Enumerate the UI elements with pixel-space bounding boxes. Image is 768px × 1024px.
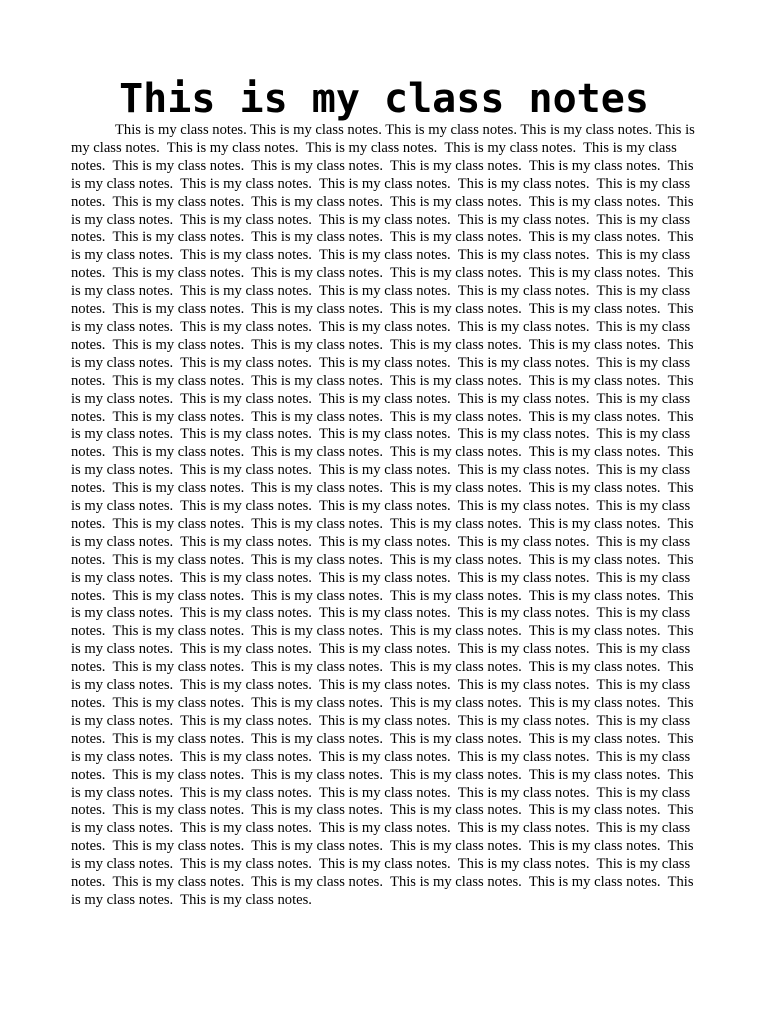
- document-body-paragraph: This is my class notes. This is my class notes. This is my class notes. This is my class notes. This is my class notes. This is my class notes. This is my class notes. This is my class notes. This is my class notes. This is my class notes. This is my class notes. This is my class notes. This is my class notes. This is my class notes. This is my class notes. This is my class notes. This is my class notes. This is my class notes. This is my class notes. This is my class notes. This is my class notes. This is my class notes. This is my class notes. This is my class notes. This is my class notes. This is my class notes. This is my class notes. This is my class notes. This is my class notes. This is my class notes. This is my class notes. This is my class notes. This is my class notes. This is my class notes. This is my class notes. This is my class notes. This is my class notes. This is my class notes. This is my class notes. This is my class notes. This is my class notes. This is my class notes. This is my class notes. This is my class notes. This is my class notes. This is my class notes. This is my class notes. This is my class notes. This is my class notes. This is my class notes. This is my class notes. This is my class notes. This is my class notes. This is my class notes. This is my class notes. This is my class notes. This is my class notes. This is my class notes. This is my class notes. This is my class notes. This is my class notes. This is my class notes. This is my class notes. This is my class notes. This is my class notes. This is my class notes. This is my class notes. This is my class notes. This is my class notes. This is my class notes. This is my class notes. This is my class notes. This is my class notes. This is my class notes. This is my class notes. This is my class notes. This is my class notes. This is my class notes. This is my class notes. This is my class notes. This is my class notes. This is my class notes. This is my class notes. This is my class notes. This is my class notes. This is my class notes. This is my class notes. This is my class notes. This is my class notes. This is my class notes. This is my class notes. This is my class notes. This is my class notes. This is my class notes. This is my class notes. This is my class notes. This is my class notes. This is my class notes. This is my class notes. This is my class notes. This is my class notes. This is my class notes. This is my class notes. This is my class notes. This is my class notes. This is my class notes. This is my class notes. This is my class notes. This is my class notes. This is my class notes. This is my class notes. This is my class notes. This is my class notes. This is my class notes. This is my class notes. This is my class notes. This is my class notes. This is my class notes. This is my class notes. This is my class notes. This is my class notes. This is my class notes. This is my class notes. This is my class notes. This is my class notes. This is my class notes. This is my class notes. This is my class notes. This is my class notes. This is my class notes. This is my class notes. This is my class notes. This is my class notes. This is my class notes. This is my class notes. This is my class notes. This is my class notes. This is my class notes. This is my class notes. This is my class notes. This is my class notes. This is my class notes. This is my class notes. This is my class notes. This is my class notes. This is my class notes. This is my class notes. This is my class notes. This is my class notes. This is my class notes. This is my class notes. This is my class notes. This is my class notes. This is my class notes. This is my class notes. This is my class notes. This is my class notes. This is my class notes. This is my class notes. This is my class notes. This is my class notes. This is my class notes. This is my class notes. This is my class notes. This is my class notes. This is my class notes. This is my class notes. This is my class notes. This is my class notes. This is my class notes. This is my class notes. This is my class notes. This is my class notes. This is my class notes. This is my class notes. This is my class notes. This is my class notes. This is my class notes. This is my class notes. This is my class notes. This is my class notes. This is my class notes. This is my class notes. This is my class notes. This is my class notes. This is my class notes. This is my class notes. This is my class notes. This is my class notes. This is my class notes. This is my class notes. This is my class notes. This is my class notes. This is my class notes. This is my class notes.: [71, 122, 699, 908]
- document-title: This is my class notes: [119, 76, 649, 122]
- document-page: [71, 76, 697, 910]
